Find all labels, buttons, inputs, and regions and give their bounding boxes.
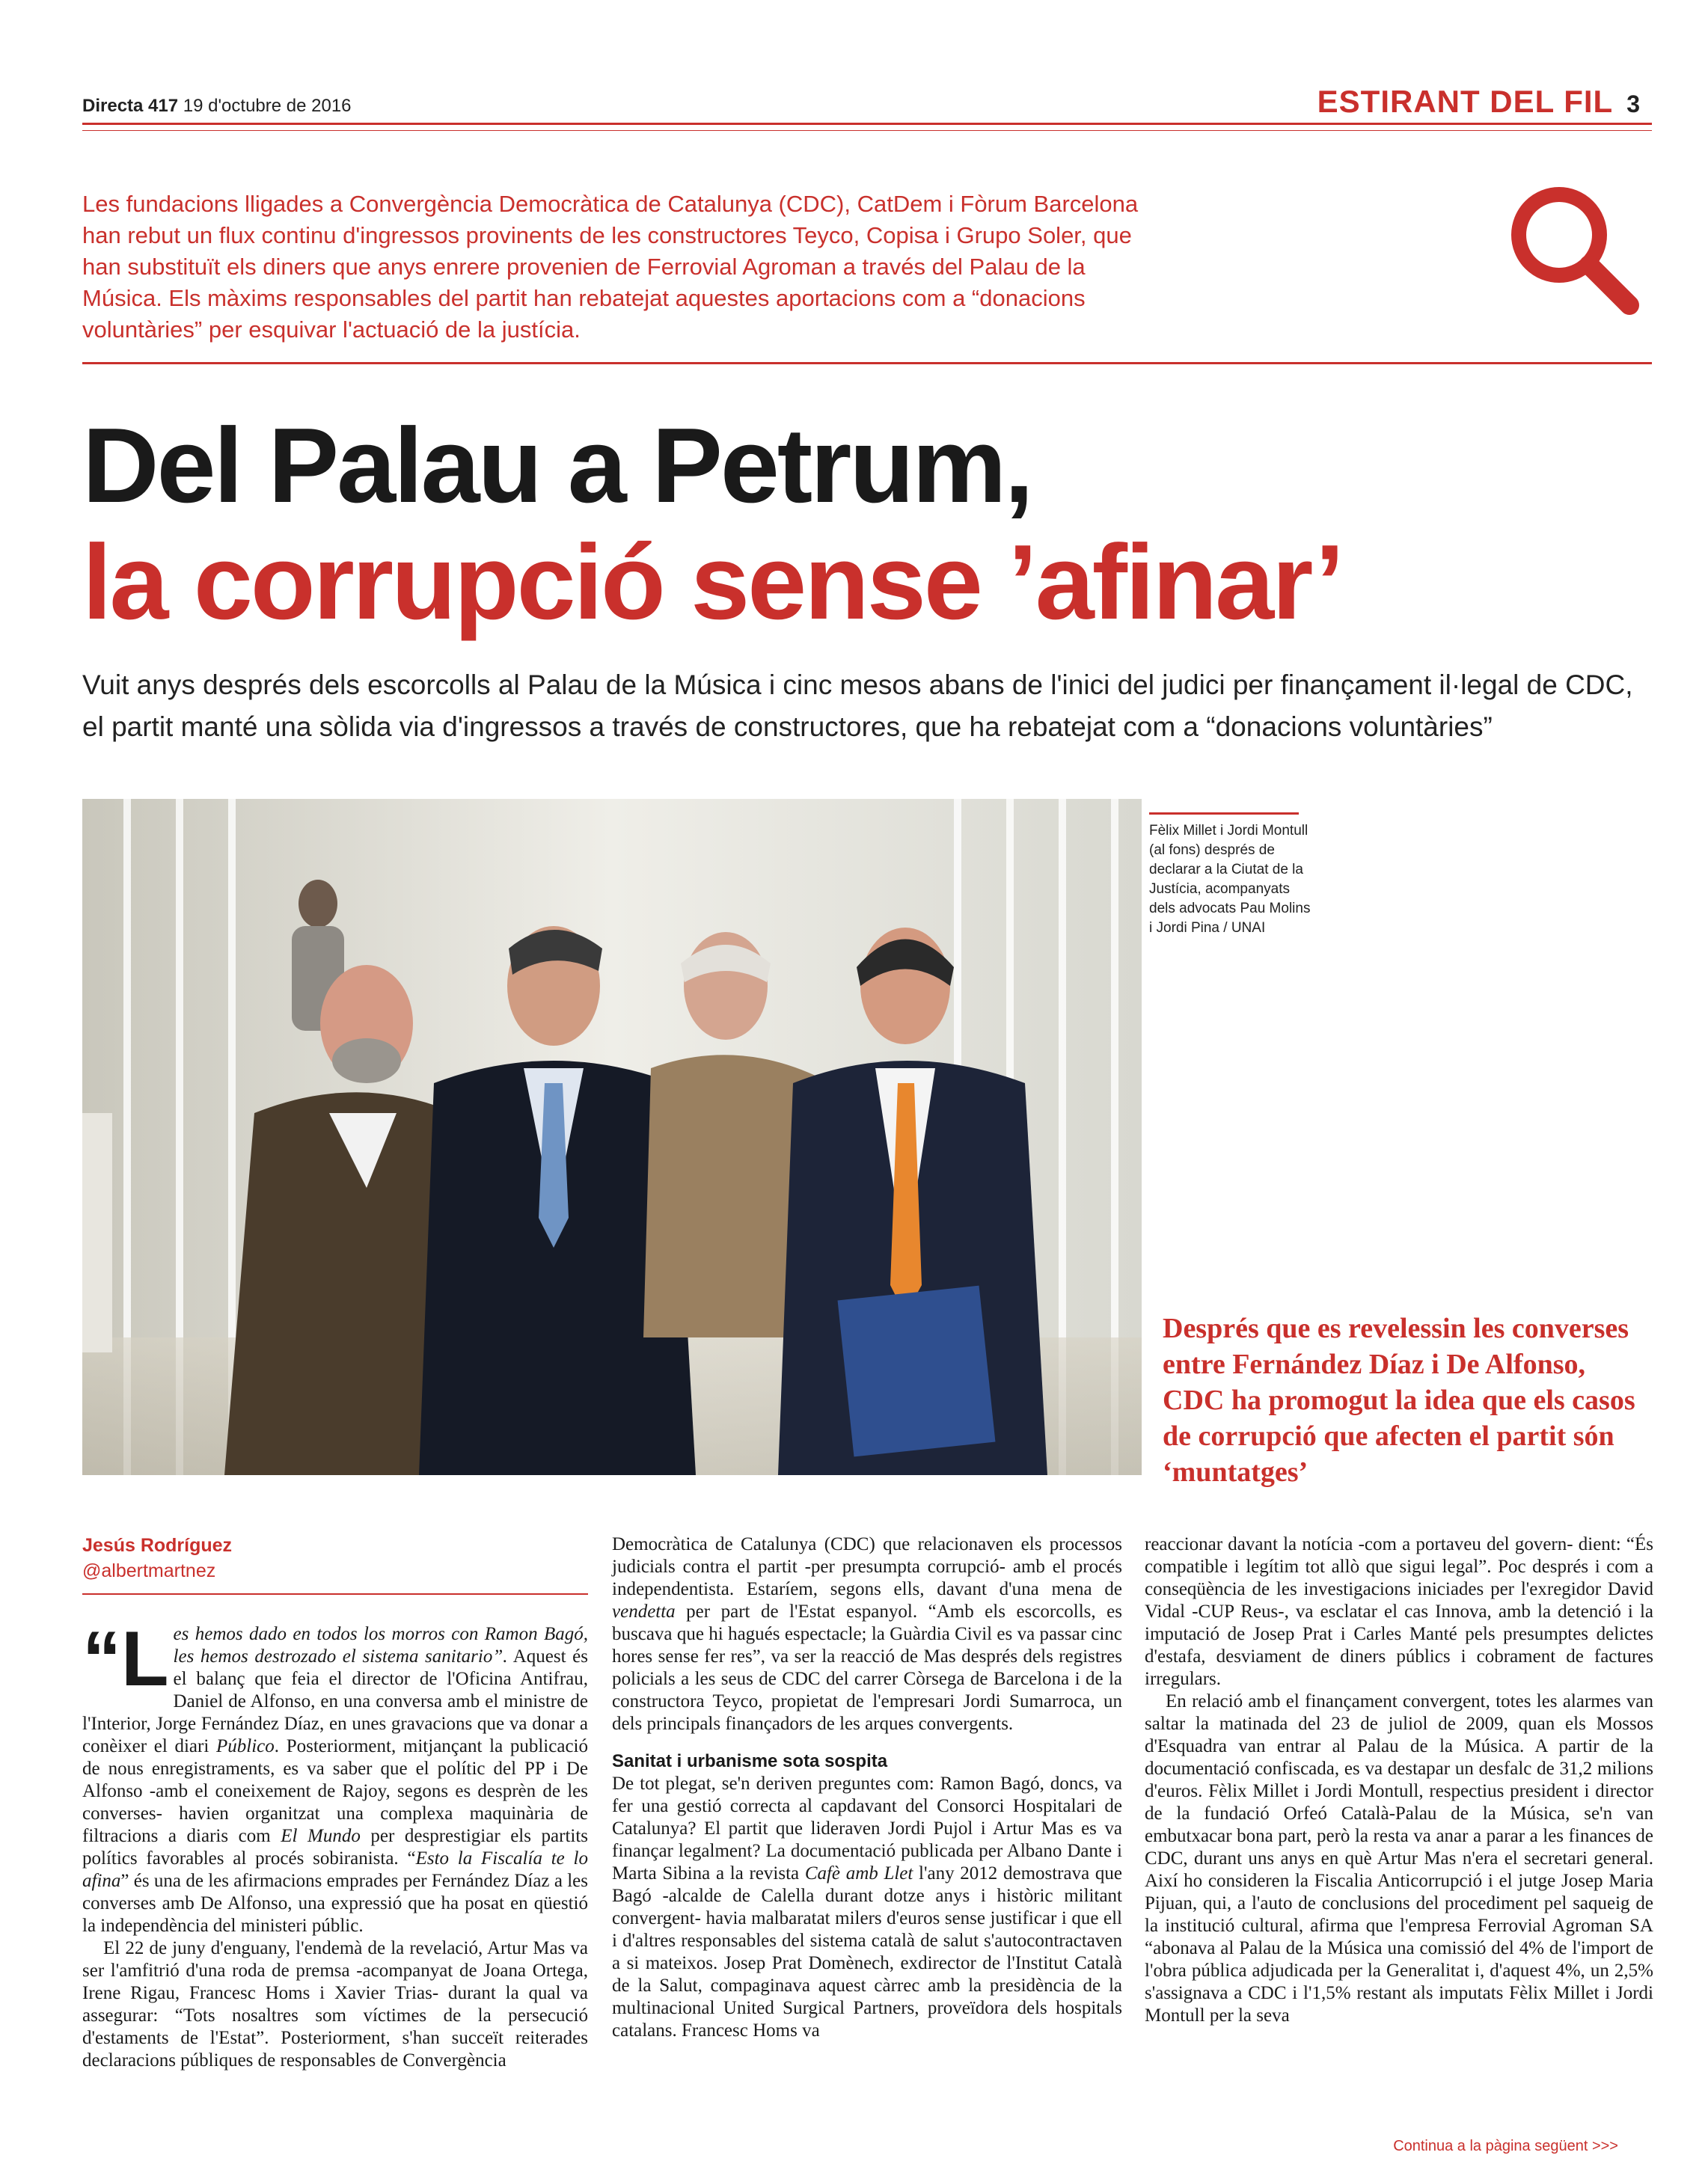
italic-word: vendetta — [612, 1602, 676, 1622]
newspaper-name: El Mundo — [281, 1826, 361, 1846]
paragraph: El 22 de juny d'enguany, l'endemà de la revelació, Artur Mas va ser l'amfitrió d'una roda de premsa -acompanyat de Joana Ortega, Irene Rigau, Francesc Homs i Xavier Trias- durant la qual va assegurar: “Tots nosaltres som víctimes de la persecució d'estaments de l'Estat”. Posteriorment, s'han succeït reiterades declaracions públiques de responsables de Convergència — [82, 1938, 588, 2071]
page-number: 3 — [1626, 91, 1641, 117]
subhead: Sanitat i urbanisme sota sospita — [612, 1751, 888, 1771]
pull-quote: Després que es revelessin les converses entre Fernández Díaz i De Alfonso, CDC ha promogut la idea que els casos de corrupció que afecten el partit són ‘muntatges’ — [1163, 1313, 1635, 1488]
header-rule-thin — [82, 130, 1652, 131]
text: per desprestigiar els partits polítics favorables al procés sobiranista. “ — [82, 1826, 589, 1869]
issue-date: 19 d'octubre de 2016 — [183, 96, 352, 116]
section-header — [1317, 84, 1641, 120]
text: l'any 2012 demostrava que Bagó -alcalde de Calella durant dotze anys i històric militant convergent- havia malbaratat milers d'euros sense justificar i que ell i d'altres responsables del sistema català de salut s'autocontractaven a si mateixos. Josep Prat Domènech, exdirector de l'Institut Català de la Salut, compaginava aquest càrrec amb la presidència de la multinacional United Surgical Partners, proveïdora dels hospitals catalans. Francesc Homs va — [612, 1863, 1122, 2041]
text: ” és una de les afirmacions emprades per Fernández Díaz a les converses amb De Alfonso, una expressió que ha posat en qüestió la independència del ministeri públic. — [82, 1871, 588, 1936]
section-title: ESTIRANT DEL FIL — [1317, 84, 1614, 119]
quote-text: Esto la Fiscalía te lo afina — [82, 1848, 588, 1891]
magazine-name: Cafè amb Llet — [804, 1863, 913, 1884]
headline-line-2: la corrupció sense ’afinar’ — [82, 523, 1343, 642]
photo-caption: Fèlix Millet i Jordi Montull (al fons) després de declarar a la Ciutat de la Justícia, acompanyats dels advocats Pau Molins i Jordi Pina / UNAI — [1149, 823, 1311, 936]
paragraph: En relació amb el finançament convergent, totes les alarmes van saltar la matinada del 23 de juliol de 2009, quan els Mossos d'Esquadra van entrar al Palau de la Música. A partir de la documentació confiscada, es va destapar un desfalc de 31,2 milions d'euros. Fèlix Millet i Jordi Montull, respectius president i director de la fundació Orfeó Català-Palau de la Música, se'n van embutxacar bona part, però la resta va anar a parar a les finances de CDC, durant uns anys en què Artur Mas n'era el secretari general. Així ho consideren la Fiscalia Anticorrupció i el jutge Josep Maria Pijuan, qui, a l'auto de conclusions del procediment pel saqueig de la institució cultural, afirma que l'empresa Ferrovial Agroman SA “abonava al Palau de la Música una comissió del 4% de l'import de l'obra pública adjudicada per la Generalitat i, d'aquest 4%, un 2,5% s'assignava a CDC i l'1,5% restant als imputats Fèlix Millet i Jordi Montull per la seva — [1145, 1691, 1653, 2026]
header-rule — [82, 123, 1652, 125]
byline-rule — [82, 1593, 588, 1595]
drop-cap: “L — [82, 1616, 169, 1703]
paragraph — [82, 1616, 589, 1937]
headline-line-1: Del Palau a Petrum, — [82, 406, 1032, 525]
text: De tot plegat, se'n deriven preguntes com: Ramon Bagó, doncs, va fer una gestió correcta al capdavant del Consorci Hospitalari de Catalunya? El partit que lideraven Jordi Pujol i Artur Mas es va finançar legalment? La documentació publicada per Albano Dante i Marta Sibina a la revista — [612, 1774, 1122, 1884]
author-handle[interactable]: @albertmartnez — [82, 1560, 216, 1581]
publication-name: Directa 417 — [82, 96, 179, 116]
quote-text: es hemos dado en todos los morros con Ramon Bagó, les hemos destrozado el sistema sanitario”. — [173, 1624, 588, 1667]
continue-link[interactable]: Continua a la pàgina següent >>> — [1393, 2138, 1618, 2154]
paragraph — [612, 1773, 1122, 2042]
paragraph — [612, 1533, 1122, 1735]
paragraph: reaccionar davant la notícia -com a portaveu del govern- dient: “És compatible i legítim tot allò que sigui legal”. Poc després i com a conseqüència de les investigacions iniciades per l'exregidor David Vidal -CUP Reus-, va esclatar el cas Innova, amb la detenció i la imputació de Josep Prat i Carles Manté pels presumptes delictes d'estafa, desviament de diners públics i cobrament de factures irregulars. — [1145, 1534, 1653, 1689]
author-name: Jesús Rodríguez — [82, 1535, 233, 1556]
issue-info — [82, 96, 352, 117]
text: Democràtica de Catalunya (CDC) que relacionaven els processos judicials contra el partit -per presumpta corrupció- amb el procés independentista. Estaríem, segons ells, davant d'una mena de — [612, 1534, 1122, 1599]
magnifier-icon — [1501, 178, 1643, 320]
article-column-1 — [82, 1616, 589, 2072]
text: Aquest és el balanç que feia el director de l'Oficina Antifrau, Daniel de Alfonso, en una conversa amb el ministre de l'Interior, Jorge Fernández Díaz, en unes gravacions que va donar a conèixer el diari — [82, 1646, 588, 1756]
intro-text: Les fundacions lligades a Convergència Democràtica de Catalunya (CDC), CatDem i Fòrum Barcelona han rebut un flux continu d'ingressos provinents de les constructores Teyco, Copisa i Grupo Soler, que han substituït els diners que anys enrere provenien de Ferrovial Agroman a través del Palau de la Música. Els màxims responsables del partit han rebatejat aquestes aportacions com a “donacions voluntàries” per esquivar l'actuació de la justícia. — [82, 191, 1139, 343]
newspaper-name: Público — [216, 1736, 275, 1756]
text: per part de l'Estat espanyol. “Amb els escorcolls, es buscava que hi hagués espectacle; la Guàrdia Civil es va passar cinc hores sense fer res”, va ser la reacció de Mas després dels registres policials a les seus de CDC del carrer Còrsega de Barcelona i de la constructora Teyco, propietat de l'empresari Jordi Sumarroca, un dels principals finançadors de les arques convergents. — [612, 1602, 1122, 1734]
article-photo — [82, 799, 1142, 1475]
text: . Posteriorment, mitjançant la publicació de nous enregistraments, es va saber que el polític del PP i De Alfonso -amb el coneixement de Rajoy, segons es desprèn de les converses- havien organitzat una complexa maquinària de filtracions a diaris com — [82, 1736, 588, 1846]
article-column-2 — [612, 1533, 1122, 2042]
article-column-3 — [1145, 1533, 1653, 2027]
caption-rule — [1149, 812, 1299, 815]
subtitle: Vuit anys després dels escorcolls al Palau de la Música i cinc mesos abans de l'inici del judici per finançament il·legal de CDC, el partit manté una sòlida via d'ingressos a través de constructores, que ha rebatejat com a “donacions voluntàries” — [82, 669, 1633, 742]
intro-rule — [82, 362, 1652, 364]
